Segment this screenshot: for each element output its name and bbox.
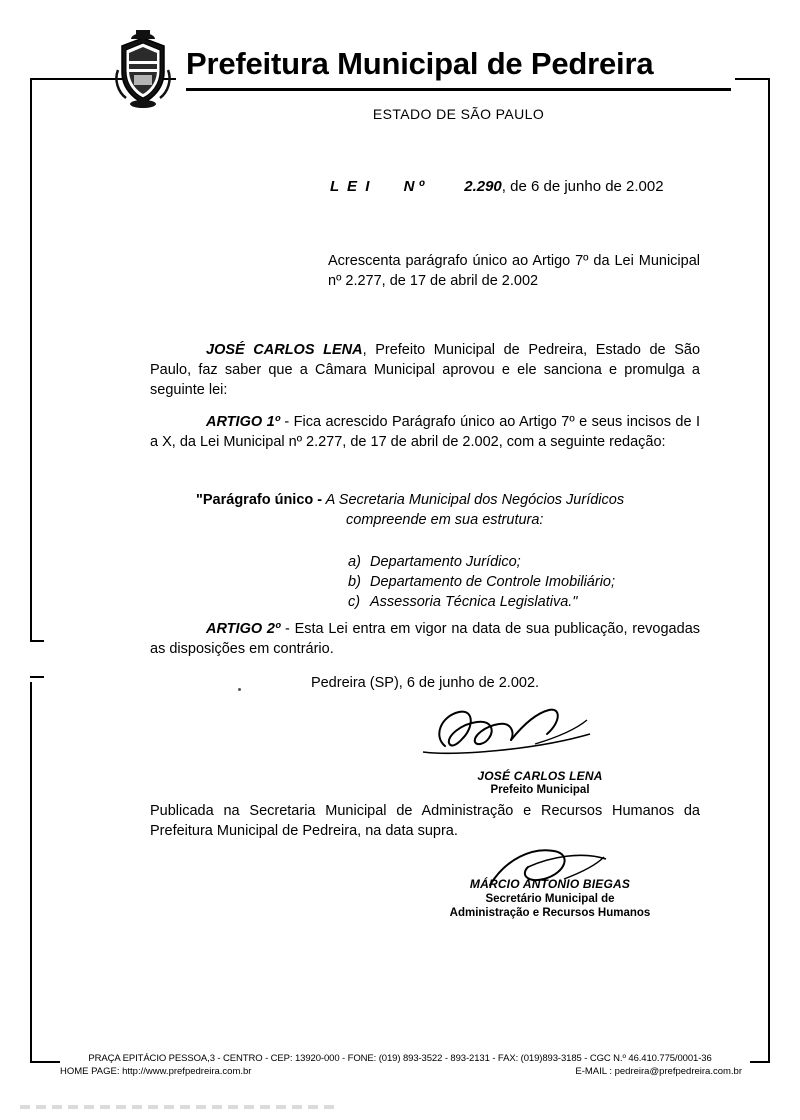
quoted-paragraph xyxy=(196,490,701,530)
quote-text-line2: compreende em sua estrutura: xyxy=(346,512,544,528)
article-2-paragraph xyxy=(150,619,700,659)
secretary-role-line2: Administração e Recursos Humanos xyxy=(449,907,651,919)
footer-homepage: HOME PAGE: http://www.prefpedreira.com.br xyxy=(60,1066,252,1077)
law-number: 2.290 xyxy=(464,178,502,195)
law-heading xyxy=(330,178,664,195)
publication-note: Publicada na Secretaria Municipal de Administração e Recursos Humanos da Prefeitura Municipal de Pedreira, na data supra. xyxy=(150,803,700,839)
frame-left-rule xyxy=(30,78,32,1063)
frame-right-rule xyxy=(768,78,770,1063)
header-subtitle: ESTADO DE SÃO PAULO xyxy=(372,106,545,122)
law-label: L E I xyxy=(330,178,372,195)
law-date: , de 6 de junho de 2.002 xyxy=(501,178,664,195)
secretary-signature-name: MÁRCIO ANTONIO BIEGAS xyxy=(469,877,631,891)
secretary-role-line1: Secretário Municipal de xyxy=(485,893,615,905)
quote-text-line1: A Secretaria Municipal dos Negócios Jurídicos xyxy=(322,492,625,508)
article-1-paragraph xyxy=(150,412,700,452)
frame-left-tick-upper xyxy=(30,640,44,642)
law-summary: Acrescenta parágrafo único ao Artigo 7º da Lei Municipal nº 2.277, de 17 de abril de 2.002 xyxy=(328,253,700,289)
list-item xyxy=(348,592,615,612)
list-item-letter: b) xyxy=(348,574,361,590)
list-item-letter: a) xyxy=(348,554,361,570)
scan-speck xyxy=(238,688,241,691)
list-item-text: Departamento Jurídico; xyxy=(370,554,521,570)
article-1-label: ARTIGO 1º xyxy=(206,414,280,430)
page-title: Prefeitura Municipal de Pedreira xyxy=(186,46,654,81)
article-2-label: ARTIGO 2º xyxy=(206,621,281,637)
mayor-name-inline: JOSÉ CARLOS LENA xyxy=(206,342,363,358)
list-item-text: Assessoria Técnica Legislativa." xyxy=(370,594,578,610)
preamble-paragraph xyxy=(150,340,700,400)
footer-address: PRAÇA EPITÁCIO PESSOA,3 - CENTRO - CEP: 13920-000 - FONE: (019) 893-3522 - 893-2131 - FAX: (019)893-3185 - CGC N.º 46.410.775/0001-36 xyxy=(88,1053,712,1064)
quote-label: "Parágrafo único - xyxy=(196,492,323,508)
place-and-date: Pedreira (SP), 6 de junho de 2.002. xyxy=(310,675,540,691)
article-2-text: - Esta Lei entra em vigor na data de sua publicação, revogadas as disposições em contrário. xyxy=(150,621,701,657)
frame-left-tick-lower xyxy=(30,676,44,678)
law-number-label: N º xyxy=(403,178,425,195)
scan-artifact xyxy=(20,1105,340,1109)
article-1-text: - Fica acrescido Parágrafo único ao Artigo 7º e seus incisos de I a X, da Lei Municipal nº 2.277, de 17 de abril de 2.002, com a seguinte redação: xyxy=(150,414,701,450)
mayor-signature-name: JOSÉ CARLOS LENA xyxy=(477,769,603,783)
mayor-signature-role: Prefeito Municipal xyxy=(490,784,590,796)
handwritten-signature-icon xyxy=(415,700,625,760)
list-item-text: Departamento de Controle Imobiliário; xyxy=(370,574,616,590)
secretary-signature-role xyxy=(400,892,700,920)
list-item xyxy=(348,552,615,572)
quoted-items-list xyxy=(348,552,615,612)
title-underline xyxy=(186,88,731,91)
preamble-text: , Prefeito Municipal de Pedreira, Estado de São Paulo, faz saber que a Câmara Municipal aprovou e ele sanciona e promulga a seguinte lei: xyxy=(150,342,701,398)
list-item xyxy=(348,572,615,592)
list-item-letter: c) xyxy=(348,594,361,610)
coat-of-arms-icon xyxy=(112,30,174,108)
footer-email: E-MAIL : pedreira@prefpedreira.com.br xyxy=(575,1066,742,1077)
